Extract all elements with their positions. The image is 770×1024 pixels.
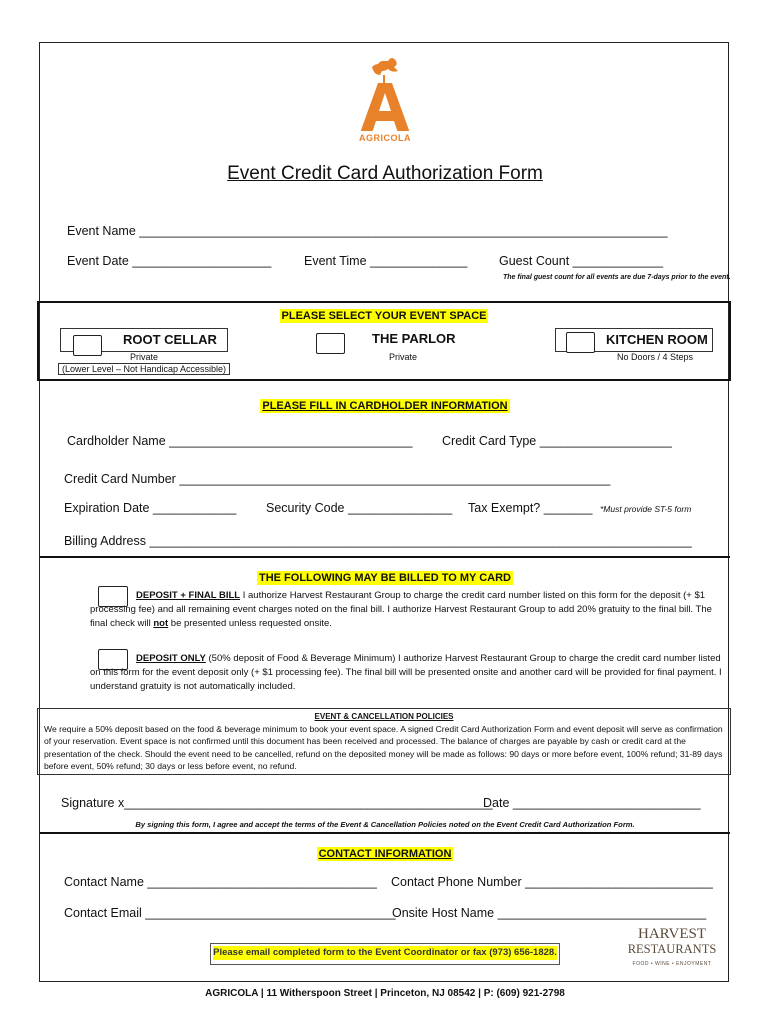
policy-text: We require a 50% deposit based on the food & beverage minimum to book your event space. A signed Credit Card Authorization Form and event deposit will serve as confirmation of your reservation. Event space is not confirmed until this document has been received and processed. The balance of charges are payable by cash or credit card at the presentation of the check. Should the event need to be cancelled, refund on the deposited money will be made as follows: 90 days or more before event, 100% refund; 31-89 days before event, 50% refund; 30 days or less before event, no refund. — [44, 724, 723, 771]
opt1-text-b: be presented unless requested onsite. — [168, 618, 332, 629]
kitchen-room-title: KITCHEN ROOM — [606, 332, 708, 347]
kitchen-room-checkbox[interactable] — [566, 332, 595, 353]
form-page — [39, 42, 729, 982]
billing-address-field[interactable]: Billing Address ______________________________________________________________________________ — [64, 534, 692, 548]
deposit-final-bill-text — [90, 589, 725, 631]
tax-exempt-field[interactable]: Tax Exempt? _______ — [468, 501, 593, 515]
event-name-field[interactable]: Event Name ____________________________________________________________________________ — [67, 224, 668, 238]
contact-email-field[interactable]: Contact Email ____________________________________ — [64, 906, 396, 920]
contact-phone-field[interactable]: Contact Phone Number ___________________________ — [391, 875, 713, 889]
harvest-tagline: FOOD • WINE • ENJOYMENT — [632, 961, 712, 967]
opt1-text-a: I authorize Harvest Restaurant Group to charge the credit card number listed on this form for the deposit (+ $1 processing fee) and all remaining event charges noted on the final bill. I authorize Harvest Restaurant Group to add 20% gratuity to the final bill. The final check will — [90, 590, 712, 629]
event-time-field[interactable]: Event Time ______________ — [304, 254, 468, 268]
policy-box — [37, 708, 731, 775]
email-note: Please email completed form to the Event Coordinator or fax (973) 656-1828. — [213, 947, 557, 958]
section-divider — [40, 556, 730, 558]
cardholder-name-field[interactable]: Cardholder Name ___________________________________ — [67, 434, 413, 448]
root-cellar-note: (Lower Level – Not Handicap Accessible) — [58, 363, 230, 375]
form-title: Event Credit Card Authorization Form — [227, 163, 543, 184]
card-type-field[interactable]: Credit Card Type ___________________ — [442, 434, 672, 448]
contact-header: CONTACT INFORMATION — [318, 848, 452, 860]
guest-count-field[interactable]: Guest Count _____________ — [499, 254, 664, 268]
signature-date-field[interactable]: Date ___________________________ — [483, 796, 701, 810]
policy-title: EVENT & CANCELLATION POLICIES — [314, 712, 454, 721]
root-cellar-sub: Private — [129, 352, 158, 362]
tax-exempt-note: *Must provide ST-5 form — [600, 504, 692, 514]
contact-name-field[interactable]: Contact Name _________________________________ — [64, 875, 377, 889]
agricola-logo — [350, 53, 420, 153]
parlor-checkbox[interactable] — [316, 333, 345, 354]
section-divider-2 — [40, 832, 730, 834]
guest-count-note: The final guest count for all events are due 7-days prior to the event. — [503, 274, 731, 281]
harvest-line2: RESTAURANTS — [627, 942, 717, 956]
deposit-final-bill-title: DEPOSIT + FINAL BILL — [136, 590, 241, 601]
footer-address: AGRICOLA | 11 Witherspoon Street | Princeton, NJ 08542 | P: (609) 921-2798 — [205, 988, 565, 999]
cardholder-header: PLEASE FILL IN CARDHOLDER INFORMATION — [262, 400, 508, 412]
kitchen-room-option[interactable] — [555, 328, 713, 352]
signature-field[interactable]: Signature x_____________________________________________________ — [61, 796, 493, 810]
harvest-restaurants-logo — [622, 927, 722, 975]
deposit-only-text — [90, 652, 725, 694]
opt2-text: (50% deposit of Food & Beverage Minimum) I authorize Harvest Restaurant Group to charge the credit card number listed on this form for the event deposit only (+ $1 processing fee). The final bill will be presented onsite and another card will be provided for final payment. I understand gratuity is not automatically included. — [90, 653, 722, 692]
event-space-section — [37, 301, 731, 381]
harvest-line1: HARVEST — [638, 926, 706, 942]
security-code-field[interactable]: Security Code _______________ — [266, 501, 453, 515]
logo-text: AGRICOLA — [359, 133, 411, 143]
kitchen-room-sub: No Doors / 4 Steps — [617, 352, 694, 362]
signature-note: By signing this form, I agree and accept the terms of the Event & Cancellation Policies noted on the Event Credit Card Authorization Form. — [135, 820, 635, 829]
billing-header: THE FOLLOWING MAY BE BILLED TO MY CARD — [259, 572, 511, 584]
parlor-title: THE PARLOR — [372, 331, 456, 346]
expiration-field[interactable]: Expiration Date ____________ — [64, 501, 237, 515]
event-date-field[interactable]: Event Date ____________________ — [67, 254, 272, 268]
root-cellar-option[interactable] — [60, 328, 228, 352]
email-note-box — [210, 943, 560, 965]
opt1-not: not — [153, 618, 169, 629]
root-cellar-title: ROOT CELLAR — [123, 332, 217, 347]
parlor-sub: Private — [389, 352, 418, 362]
onsite-host-field[interactable]: Onsite Host Name ______________________________ — [392, 906, 707, 920]
deposit-only-title: DEPOSIT ONLY — [136, 653, 206, 664]
card-number-field[interactable]: Credit Card Number ______________________________________________________________ — [64, 472, 611, 486]
event-space-header: PLEASE SELECT YOUR EVENT SPACE — [281, 310, 487, 322]
